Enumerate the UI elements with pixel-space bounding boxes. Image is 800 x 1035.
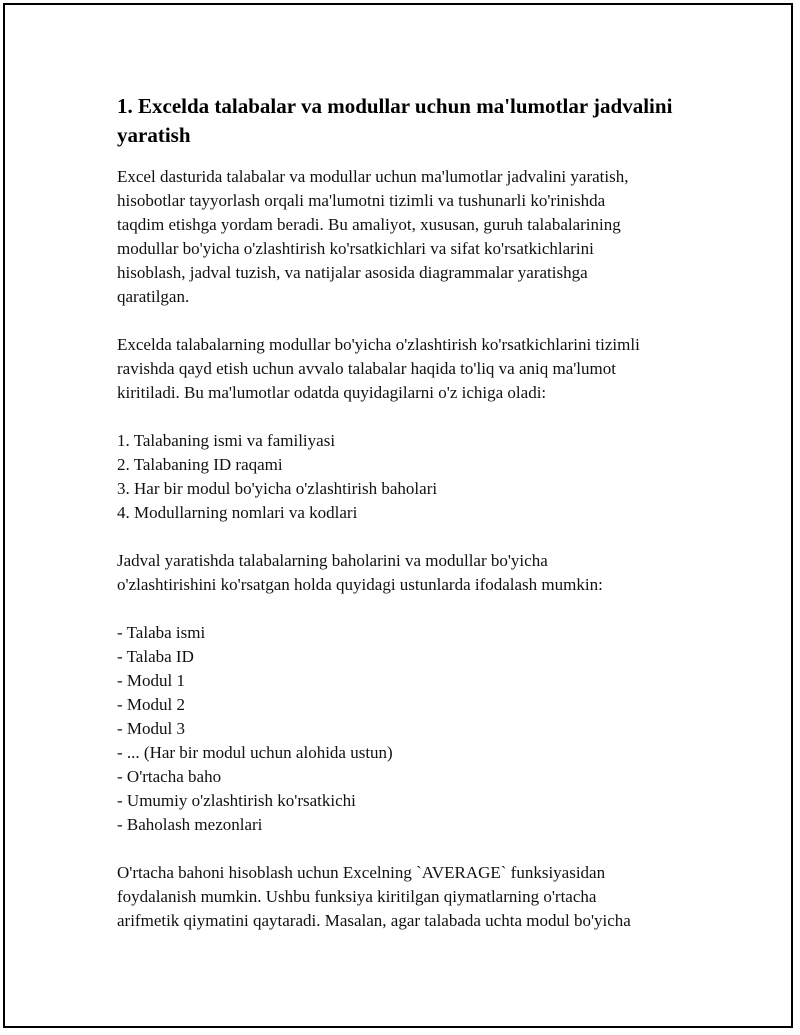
list-item: 3. Har bir modul bo'yicha o'zlashtirish baholari — [117, 479, 438, 498]
list-item: - Baholash mezonlari — [117, 815, 263, 834]
list-item: - Umumiy o'zlashtirish ko'rsatkichi — [117, 791, 356, 810]
document-title: 1. Excelda talabalar va modullar uchun ma'lumotlar jadvalini yaratish — [117, 94, 673, 147]
list-item: - Modul 1 — [117, 671, 185, 690]
column-list — [117, 621, 697, 837]
list-item: 1. Talabaning ismi va familiyasi — [117, 431, 336, 450]
average-paragraph: O'rtacha bahoni hisoblash uchun Excelning `AVERAGE` funksiyasidan foydalanish mumkin. Ushbu funksiya kiritilgan qiymatlarning o'rtacha arifmetik qiymatini qaytaradi. Masalan, agar talabada uchta modul bo'yicha — [117, 863, 631, 930]
list-item: - Modul 3 — [117, 719, 185, 738]
list-item: - O'rtacha baho — [117, 767, 222, 786]
columns-paragraph: Jadval yaratishda talabalarning baholarini va modullar bo'yicha o'zlashtirishini ko'rsatgan holda quyidagi ustunlarda ifodalash mumkin: — [117, 551, 603, 594]
intro-paragraph: Excel dasturida talabalar va modullar uchun ma'lumotlar jadvalini yaratish, hisobotlar tayyorlash orqali ma'lumotni tizimli va tushunarli ko'rinishda taqdim etishga yordam beradi. Bu amaliyot, xususan, guruh talabalarining modullar bo'yicha o'zlashtirish ko'rsatkichlari va sifat ko'rsatkichlarini hisoblash, jadval tuzish, va natijalar asosida diagrammalar yaratishga qaratilgan. — [117, 167, 629, 306]
list-item: 4. Modullarning nomlari va kodlari — [117, 503, 358, 522]
list-item: - ... (Har bir modul uchun alohida ustun) — [117, 743, 393, 762]
list-item: 2. Talabaning ID raqami — [117, 455, 283, 474]
data-entry-paragraph: Excelda talabalarning modullar bo'yicha o'zlashtirish ko'rsatkichlarini tizimli ravishda qayd etish uchun avvalo talabalar haqida to'liq va aniq ma'lumot kiritiladi. Bu ma'lumotlar odatda quyidagilarni o'z ichiga oladi: — [117, 335, 640, 402]
list-item: - Talaba ID — [117, 647, 194, 666]
list-item: - Talaba ismi — [117, 623, 206, 642]
list-item: - Modul 2 — [117, 695, 185, 714]
numbered-list — [117, 429, 697, 525]
document-body — [117, 92, 697, 957]
